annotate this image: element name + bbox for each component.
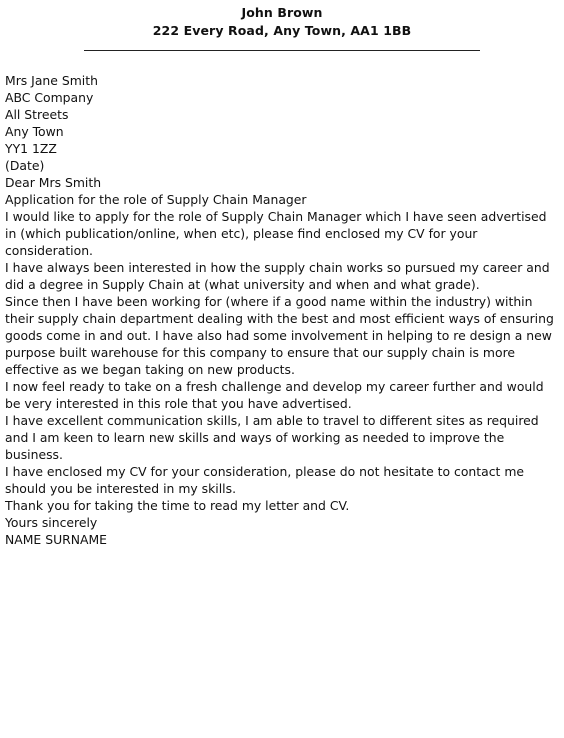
paragraph: Thank you for taking the time to read my letter and CV.	[5, 498, 350, 513]
recipient-line: All Streets	[5, 107, 69, 122]
closing: Yours sincerely	[5, 515, 98, 530]
paragraph: Since then I have been working for (where if a good name within the industry) within their supply chain department dealing with the best and most efficient ways of ensuring goods come in and out. I have also had some involvement in helping to re design a new purpose built warehouse for this company to ensure that our supply chain is more effective as we began taking on new products.	[5, 294, 554, 377]
sender-name: John Brown	[241, 5, 323, 20]
signature-name: NAME SURNAME	[5, 532, 108, 547]
header-divider	[84, 50, 480, 51]
salutation: Dear Mrs Smith	[5, 175, 102, 190]
paragraph: I have always been interested in how the supply chain works so pursued my career and did a degree in Supply Chain at (what university and when and what grade).	[5, 260, 550, 292]
paragraph: I would like to apply for the role of Supply Chain Manager which I have seen advertised in (which publication/online, when etc), please find enclosed my CV for your consideration.	[5, 209, 547, 258]
letter-date: (Date)	[5, 158, 45, 173]
paragraph: I have excellent communication skills, I am able to travel to different sites as required and I am keen to learn new skills and ways of working as needed to improve the business.	[5, 413, 539, 462]
recipient-line: Any Town	[5, 124, 64, 139]
recipient-address	[5, 72, 557, 157]
paragraph: I have enclosed my CV for your consideration, please do not hesitate to contact me should you be interested in my skills.	[5, 464, 525, 496]
paragraph: I now feel ready to take on a fresh challenge and develop my career further and would be very interested in this role that you have advertised.	[5, 379, 544, 411]
recipient-line: ABC Company	[5, 90, 94, 105]
subject-line: Application for the role of Supply Chain Manager	[5, 192, 307, 207]
letter-header	[0, 4, 564, 40]
recipient-line: YY1 1ZZ	[5, 141, 57, 156]
recipient-line: Mrs Jane Smith	[5, 73, 98, 88]
letter-body	[5, 72, 557, 548]
sender-address: 222 Every Road, Any Town, AA1 1BB	[152, 23, 412, 38]
